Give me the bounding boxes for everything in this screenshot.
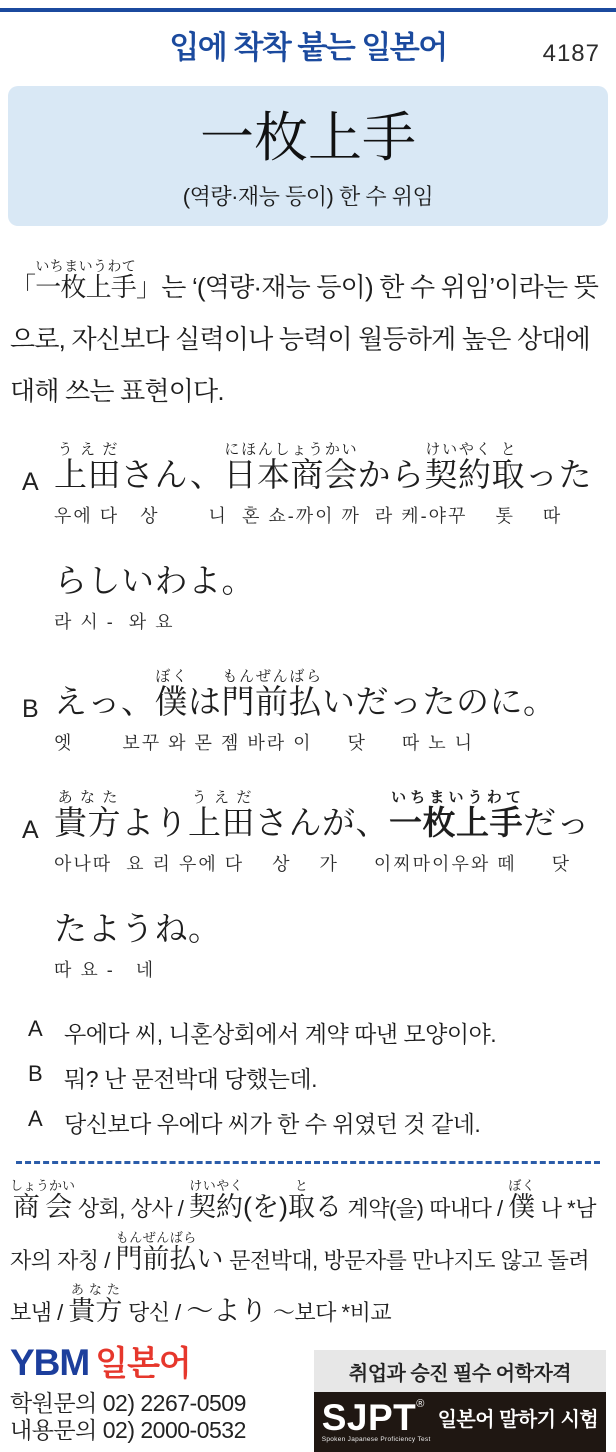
speaker-label	[22, 910, 54, 982]
phone-academy: 학원문의 02) 2267-0509	[10, 1389, 246, 1416]
japanese-line: 上田うえださん、日本商会にほんしょうかいから契約けいやく取とった	[54, 441, 592, 493]
dialogue-section	[0, 441, 616, 982]
sjpt-badge-tagline: 취업과 승진 필수 어학자격	[314, 1350, 606, 1392]
brand-line	[10, 1341, 246, 1390]
translation-text: 뭐? 난 문전박대 당했는데.	[64, 1065, 318, 1092]
pronunciation-line: 엣 보꾸 와 몬 젬 바라 이 닷 따 노 니	[54, 732, 475, 753]
page-title: 입에 착착 붙는 일본어	[169, 30, 447, 65]
ybm-logo: YBM	[10, 1341, 90, 1383]
dashed-divider	[16, 1161, 600, 1164]
japanese-line: 貴方あなたより上田うえださんが、一枚上手いちまいうわてだっ	[54, 788, 590, 841]
phone-content: 내용문의 02) 2000-0532	[10, 1416, 246, 1443]
dialogue-row	[0, 562, 616, 634]
speaker-label: A	[22, 815, 39, 844]
header	[0, 26, 616, 70]
pronunciation-line: 따 요 - 네	[54, 959, 156, 980]
translation-section	[28, 1016, 616, 1139]
footer	[10, 1342, 606, 1452]
pronunciation-line: 라 시 - 와 요	[54, 611, 175, 632]
word-card	[8, 86, 608, 226]
vocabulary-section: 商会しょうかい 상회, 상사 / 契約けいやく(を)取とる 계약(을) 따내다 / 僕ぼく 나 *남자의 자칭 / 門前払もんぜんばらい 문전박대, 방문자를 만나지도 않고 돌려보냄 / 貴方あなた 당신 / ～より ～보다 *비교	[10, 1177, 596, 1326]
speaker-label	[22, 562, 54, 634]
dialogue-row	[0, 789, 616, 876]
brand-suffix-label: 일본어	[95, 1344, 191, 1383]
speaker-label: A	[28, 1015, 43, 1041]
sjpt-logo-subtext: Spoken Japanese Proficiency Test	[321, 1435, 431, 1443]
sjpt-caption: 일본어 말하기 시험	[437, 1409, 599, 1432]
dialogue-row	[0, 668, 616, 755]
sjpt-logo: SJPT®	[321, 1396, 425, 1438]
speaker-label: A	[28, 1105, 43, 1131]
card-number: 4187	[542, 40, 600, 67]
dialogue-row	[0, 910, 616, 982]
speaker-label: B	[28, 1060, 43, 1086]
speaker-label: B	[22, 694, 39, 723]
translation-text: 당신보다 우에다 씨가 한 수 위였던 것 같네.	[64, 1110, 481, 1137]
translation-row	[28, 1061, 616, 1094]
japanese-line: たようね。	[54, 909, 222, 947]
sjpt-badge	[314, 1350, 606, 1452]
lesson-card-page	[0, 8, 616, 1443]
japanese-line: らしいわよ。	[54, 561, 255, 599]
translation-text: 우에다 씨, 니혼상회에서 계약 따낸 모양이야.	[64, 1020, 497, 1047]
top-divider-rule	[0, 8, 616, 12]
translation-row	[28, 1106, 616, 1139]
speaker-label: A	[22, 468, 39, 496]
word-title-japanese: 一枚上手	[200, 106, 416, 169]
registered-mark: ®	[416, 1397, 425, 1410]
word-meaning-korean: (역량·재능 등이) 한 수 위임	[182, 184, 434, 209]
dialogue-row	[0, 441, 616, 528]
pronunciation-line: 아나따 요 리 우에 다 상 가 이찌마이우와 떼 닷	[54, 853, 572, 874]
translation-row	[28, 1016, 616, 1049]
pronunciation-line: 우에 다 상 니 혼 쇼-까이 까 라 케-야꾸 톳 따	[54, 505, 563, 526]
explanation-paragraph: 「一枚上手いちまいうわて」는 ‘(역량·재능 등이) 한 수 위임’이라는 뜻으로, 자신보다 실력이나 능력이 월등하게 높은 상대에 대해 쓰는 표현이다.	[10, 258, 599, 406]
japanese-line: えっ、僕ぼくは門前払もんぜんばらいだったのに。	[54, 667, 557, 720]
